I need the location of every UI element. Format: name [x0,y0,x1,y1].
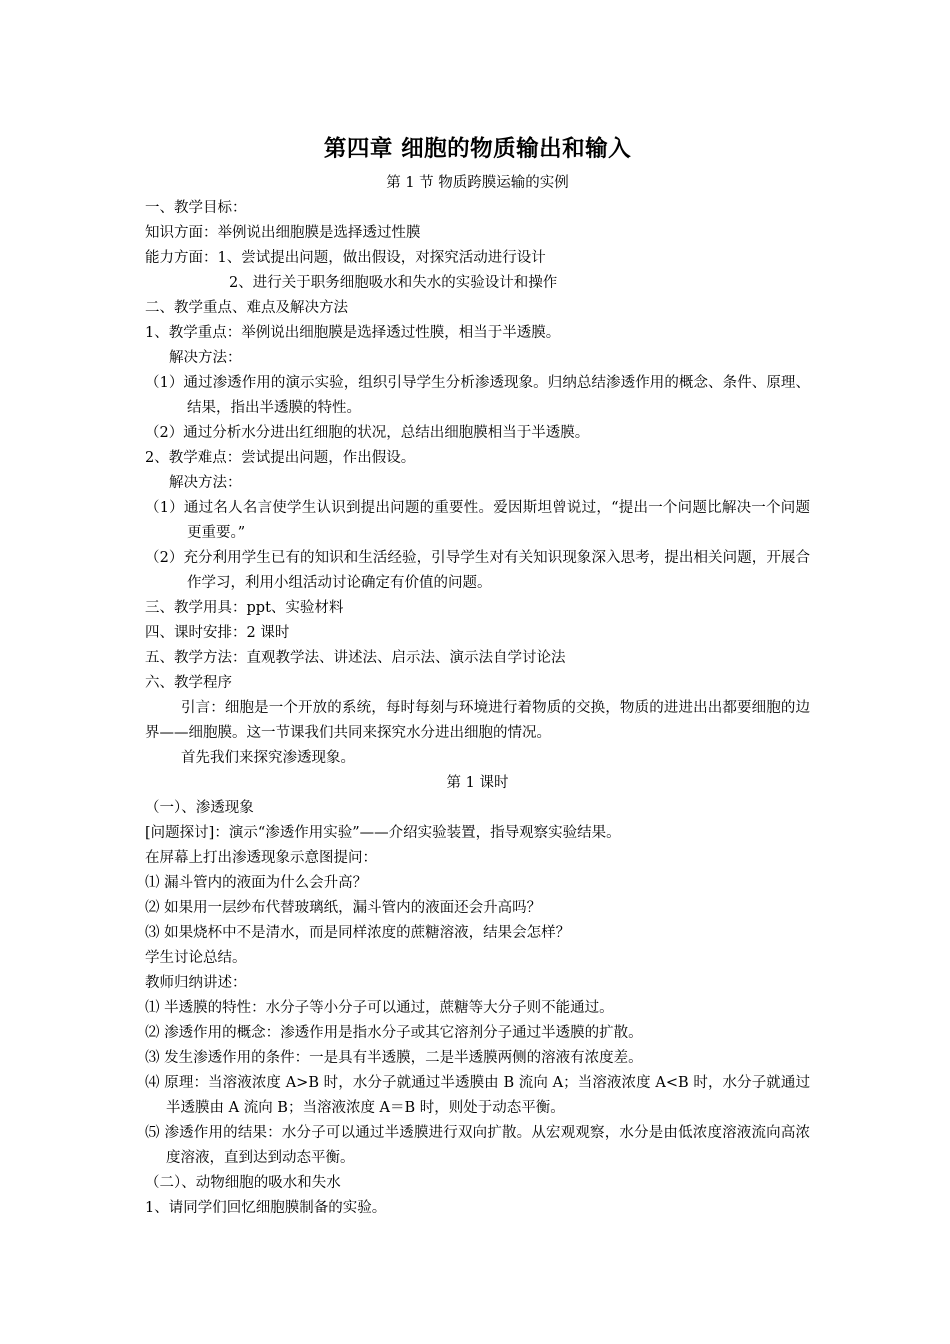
teaching-tools: 三、教学用具：ppt、实验材料 [145,600,344,616]
lesson-heading: 第 1 课时 [446,775,509,791]
summary-point-2: ⑵ 渗透作用的概念：渗透作用是指水分子或其它溶剂分子通过半透膜的扩散。 [145,1025,643,1041]
key-points-heading: 二、教学重点、难点及解决方法 [145,300,348,316]
question-3: ⑶ 如果烧杯中不是清水，而是同样浓度的蔗糖溶液，结果会怎样？ [145,925,571,941]
first-explore-line: 首先我们来探究渗透现象。 [181,750,355,766]
summary-point-5: ⑸ 渗透作用的结果：水分子可以通过半透膜进行双向扩散。从宏观观察，水分是由低浓度溶液流向高浓度溶液，直到达到动态平衡。 [145,1125,810,1166]
document-page [145,133,810,1221]
solution-label: 解决方法： [169,475,242,491]
difficulty-solution-2: （2）充分利用学生已有的知识和生活经验，引导学生对有关知识现象深入思考，提出相关问题，开展合作学习，利用小组活动讨论确定有价值的问题。 [145,550,810,591]
chapter-title: 第四章 细胞的物质输出和输入 [323,136,632,162]
teaching-methods: 五、教学方法：直观教学法、讲述法、启示法、演示法自学讨论法 [145,650,566,666]
ability-objective-2: 2、进行关于职务细胞吸水和失水的实验设计和操作 [229,275,558,291]
screen-question-intro: 在屏幕上打出渗透现象示意图提问： [145,850,377,866]
key-solution-1: （1）通过渗透作用的演示实验，组织引导学生分析渗透现象。归纳总结渗透作用的概念、条件、原理、结果，指出半透膜的特性。 [145,375,810,416]
key-solution-2: （2）通过分析水分进出红细胞的状况，总结出细胞膜相当于半透膜。 [145,425,590,441]
summary-point-4: ⑷ 原理：当溶液浓度 A>B 时，水分子就通过半透膜由 B 流向 A；当溶液浓度 A<B 时，水分子就通过半透膜由 A 流向 B；当溶液浓度 A＝B 时，则处于动态平衡。 [145,1075,810,1116]
section-subtitle: 第 1 节 物质跨膜运输的实例 [386,175,569,191]
knowledge-objective: 知识方面：举例说出细胞膜是选择透过性膜 [145,225,421,241]
procedure-heading: 六、教学程序 [145,675,232,691]
teaching-key-point: 1、教学重点：举例说出细胞膜是选择透过性膜，相当于半透膜。 [145,325,561,341]
class-schedule: 四、课时安排：2 课时 [145,625,290,641]
solution-label: 解决方法： [169,350,242,366]
part-two-heading: （二）、动物细胞的吸水和失水 [145,1175,341,1191]
summary-point-1: ⑴ 半透膜的特性：水分子等小分子可以通过，蔗糖等大分子则不能通过。 [145,1000,614,1016]
introduction-paragraph: 引言：细胞是一个开放的系统，每时每刻与环境进行着物质的交换，物质的进进出出都要细胞的边界——细胞膜。这一节课我们共同来探究水分进出细胞的情况。 [145,700,810,741]
question-2: ⑵ 如果用一层纱布代替玻璃纸，漏斗管内的液面还会升高吗？ [145,900,542,916]
objectives-heading: 一、教学目标： [145,200,247,216]
ability-objective-1: 能力方面：1、尝试提出问题，做出假设，对探究活动进行设计 [145,250,546,266]
question-1: ⑴ 漏斗管内的液面为什么会升高？ [145,875,368,891]
part-one-heading: （一）、渗透现象 [145,800,254,816]
recall-experiment: 1、请同学们回忆细胞膜制备的实验。 [145,1200,387,1216]
student-discussion: 学生讨论总结。 [145,950,247,966]
problem-discussion: [问题探讨]：演示“渗透作用实验”——介绍实验装置，指导观察实验结果。 [145,825,621,841]
summary-point-3: ⑶ 发生渗透作用的条件：一是具有半透膜，二是半透膜两侧的溶液有浓度差。 [145,1050,643,1066]
teaching-difficulty: 2、教学难点：尝试提出问题，作出假设。 [145,450,416,466]
difficulty-solution-1: （1）通过名人名言使学生认识到提出问题的重要性。爱因斯坦曾说过，“提出一个问题比解决一个问题更重要。” [145,500,810,541]
teacher-summary-heading: 教师归纳讲述： [145,975,247,991]
